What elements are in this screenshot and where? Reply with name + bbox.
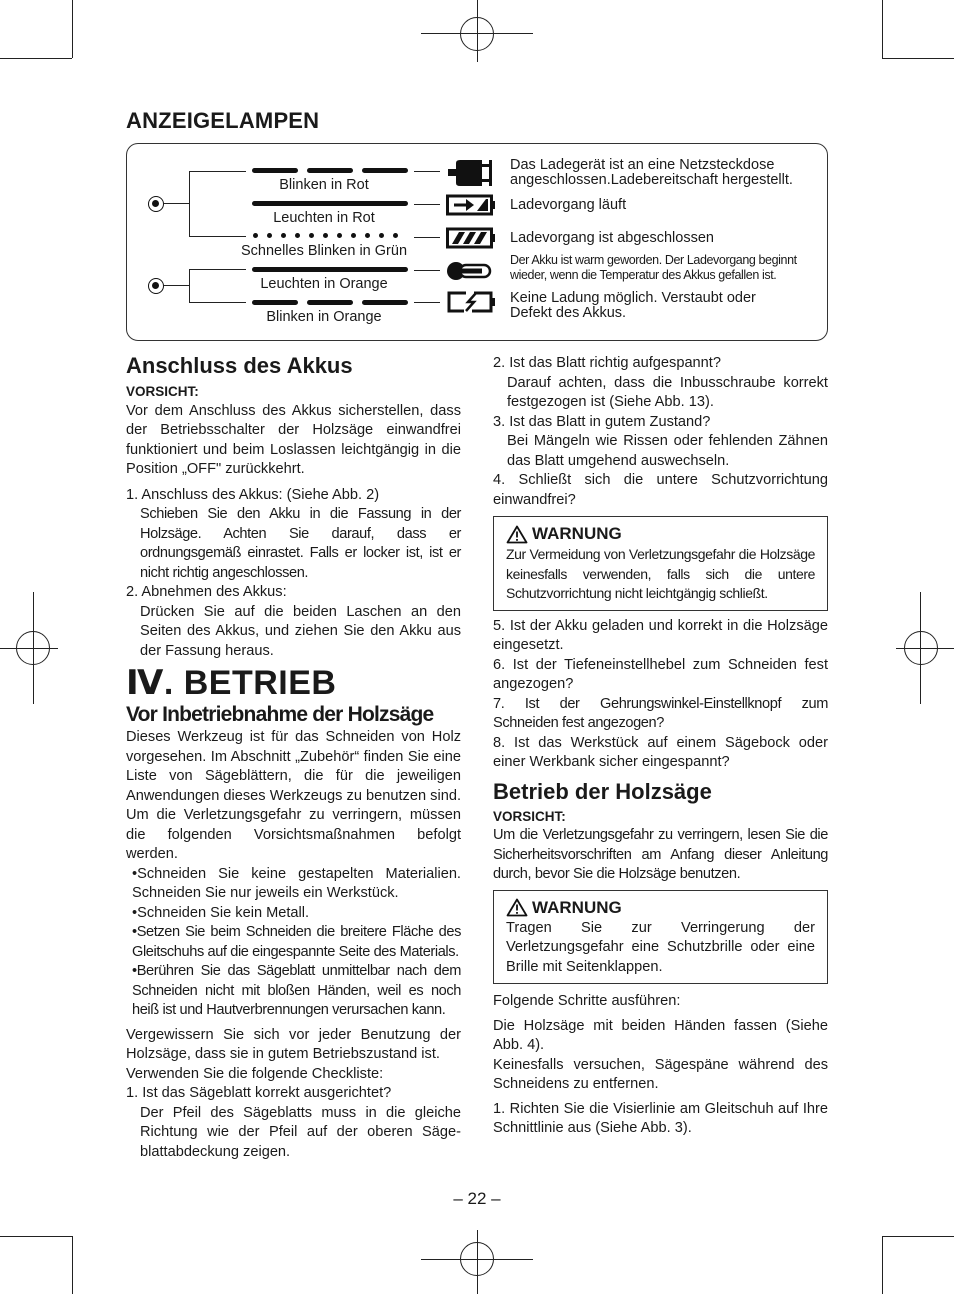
section-heading: Betrieb der Holzsäge [493, 778, 712, 804]
indicator-description: Ladevorgang läuft [510, 197, 627, 213]
fast-blink-green-dots [253, 233, 398, 239]
connector-line [414, 270, 440, 271]
warning-triangle-icon [506, 525, 528, 544]
paragraph: Die Holzsäge mit beiden Händen fassen (Siehe Abb. 4). [493, 1017, 828, 1053]
indicator-label: Leuchten in Rot [273, 210, 375, 226]
check-item: 4. Schließt sich die untere Schutzvorrichtung einwandfrei? [493, 472, 828, 508]
solid-orange-bar [252, 267, 408, 272]
subsection-title: Vor Inbetriebnahme der Holzsäge [126, 703, 434, 726]
connector-line [164, 285, 190, 286]
lamp-indicator-icon [148, 196, 164, 212]
connector-line [189, 302, 246, 303]
warning-title [506, 523, 815, 545]
charging-battery-icon [446, 192, 496, 218]
section-title: ANZEIGELAMPEN [126, 108, 320, 133]
indicator-description: Der Akku ist warm geworden. Der Ladevorgang beginnt wieder, wenn die Temperatur des Akkus gefallen ist. [510, 253, 797, 282]
paragraph: Folgende Schritte ausführen: [493, 993, 681, 1009]
crop-mark [0, 58, 72, 59]
step-item: 1. Richten Sie die Visierlinie am Gleitschuh auf Ihre Schnittlinie aus (Siehe Abb. 3). [493, 1100, 828, 1136]
crop-mark [72, 1236, 73, 1294]
plug-icon [446, 158, 496, 188]
check-title: 1. Ist das Sägeblatt korrekt ausgerichtet? [126, 1085, 392, 1101]
crop-mark [0, 1236, 72, 1237]
broken-battery-icon [446, 289, 496, 315]
step-title: 2. Abnehmen des Akkus: [126, 584, 287, 600]
indicator-label: Leuchten in Orange [260, 276, 388, 292]
check-text: Bei Mängeln wie Rissen oder fehlenden Zähnen das Blatt umgehend auswechseln. [507, 433, 828, 469]
blink-orange-bar [307, 300, 353, 305]
section-heading: Anschluss des Akkus [126, 353, 353, 378]
blink-red-bar [307, 168, 353, 173]
crop-mark [882, 58, 954, 59]
connector-line [164, 203, 190, 204]
blink-orange-bar [362, 300, 408, 305]
solid-red-bar [252, 201, 408, 206]
check-text: Darauf achten, dass die Inbusschraube korrekt festgezogen ist (Siehe Abb. 13). [507, 374, 828, 410]
connector-line [414, 302, 440, 303]
paragraph: Um die Verletzungsgefahr zu verringern, lesen Sie die Sicherheitsvorschriften am Anfang dieser Anleitung durch, bevor Sie die Holzsäge benutzen. [493, 827, 828, 882]
step-text: Schieben Sie den Akku in die Fassung in der Holzsäge. Achten Sie darauf, dass er ordnungsgemäß einrastet. Falls er locker ist, ist er nicht richtig angeschlossen. [140, 506, 461, 581]
check-title: 3. Ist das Blatt in gutem Zustand? [493, 413, 711, 430]
indicator-label: Blinken in Rot [279, 177, 369, 193]
right-column [493, 354, 828, 1139]
connector-line [189, 236, 246, 237]
crop-mark [0, 648, 58, 649]
connector-line [189, 269, 246, 270]
connector-line [414, 171, 440, 172]
page-number: – 22 – [453, 1189, 501, 1208]
thermometer-icon [446, 256, 496, 286]
check-item: 7. Ist der Gehrungswinkel-Einstellknopf zum Schneiden fest angezogen? [493, 695, 828, 731]
crop-mark [421, 33, 533, 34]
check-item: 5. Ist der Akku geladen und korrekt in die Holzsäge eingesetzt. [493, 617, 828, 653]
caution-label: VORSICHT: [126, 384, 199, 399]
check-item: 6. Ist der Tiefeneinstellhebel zum Schneiden fest angezogen? [493, 656, 828, 692]
bullet-item: •Schneiden Sie keine gestapelten Materialien. Schneiden Sie nur jeweils ein Werkstück. [132, 865, 461, 901]
warning-text: Zur Vermeidung von Verletzungsgefahr die Holzsäge keinesfalls verwenden, falls sich die untere Schutzvorrichtung nicht leichtgängig schließt. [506, 546, 815, 601]
crop-mark [882, 0, 883, 58]
left-column [126, 353, 461, 1162]
crop-mark [477, 0, 478, 62]
paragraph: Dieses Werkzeug ist für das Schneiden von Holz vorgesehen. Im Abschnitt „Zubehör“ finden Sie eine Liste von Sägeblättern, die für die jeweiligen Anwendungen dieses Werkzeugs zu benutzen sind. Um die Verletzungsgefahr zu verringern, müssen die folgenden Vorsichtsmaßnahmen befolgt werden. [126, 729, 461, 862]
warning-triangle-icon [506, 898, 528, 917]
connector-line [414, 237, 440, 238]
bullet-item: •Berühren Sie das Sägeblatt unmittelbar nach dem Schneiden nicht mit bloßen Händen, weil es noch heiß ist und Hautverbrennungen verursachen kann. [132, 963, 461, 1018]
step-title: 1. Anschluss des Akkus: (Siehe Abb. 2) [126, 486, 380, 503]
caution-label: VORSICHT: [493, 808, 566, 824]
paragraph: Vor dem Anschluss des Akkus sicherstellen, dass der Betriebsschalter der Holzsäge einwandfrei funktioniert und beim Loslassen leichtgängig in die Position „OFF" zurückkehrt. [126, 402, 461, 477]
blink-red-bar [252, 168, 298, 173]
lamp-indicator-icon [148, 278, 164, 294]
blink-red-bar [362, 168, 408, 173]
warning-title [506, 897, 815, 919]
check-title: 2. Ist das Blatt richtig aufgespannt? [493, 355, 721, 371]
blink-orange-bar [252, 300, 298, 305]
crop-mark [896, 648, 954, 649]
crop-mark [421, 1259, 533, 1260]
warning-title-text: WARNUNG [532, 897, 622, 917]
check-item: 8. Ist das Werkstück auf einem Sägebock oder einer Werkbank sicher eingespannt? [493, 734, 828, 770]
crop-mark [882, 1236, 954, 1237]
chapter-title: Ⅳ. BETRIEB [126, 664, 337, 702]
indicator-description: Keine Ladung möglich. Verstaubt oder Defekt des Akkus. [510, 290, 756, 321]
connector-line [189, 171, 246, 172]
full-battery-icon [446, 225, 496, 251]
paragraph: Vergewissern Sie sich vor jeder Benutzung der Holzsäge, dass sie in gutem Betriebszustand ist. [126, 1026, 461, 1062]
bullet-item: •Schneiden Sie kein Metall. [132, 904, 310, 921]
indicator-description: Das Ladegerät ist an eine Netzsteckdose angeschlossen.Ladebereitschaft hergestellt. [510, 157, 793, 188]
warning-title-text: WARNUNG [532, 524, 622, 543]
crop-mark [72, 0, 73, 58]
connector-line [414, 204, 440, 205]
indicator-description: Ladevorgang ist abgeschlossen [510, 230, 714, 246]
connector-line [189, 171, 190, 236]
crop-mark [882, 1236, 883, 1294]
connector-line [189, 269, 190, 302]
indicator-label: Schnelles Blinken in Grün [240, 243, 408, 259]
paragraph: Keinesfalls versuchen, Sägespäne während des Schneidens zu entfernen. [493, 1056, 828, 1092]
bullet-item: •Setzen Sie beim Schneiden die breitere Fläche des Gleitschuhs auf die eingespannte Seite des Materials. [132, 924, 461, 960]
warning-text: Tragen Sie zur Verringerung der Verletzungsgefahr eine Schutzbrille oder eine Brille mit Seitenklappen. [506, 919, 815, 975]
indicator-label: Blinken in Orange [266, 309, 382, 325]
paragraph: Verwenden Sie die folgende Checkliste: [126, 1065, 384, 1082]
crop-mark [477, 1230, 478, 1294]
step-text: Drücken Sie auf die beiden Laschen an den Seiten des Akkus, und ziehen Sie den Akku aus der Fassung heraus. [140, 603, 461, 659]
warning-box [493, 890, 828, 985]
warning-box [493, 516, 828, 611]
check-text: Der Pfeil des Sägeblatts muss in die gleiche Richtung wie der Pfeil auf der oberen Säge-blattabdeckung zeigen. [140, 1104, 461, 1160]
